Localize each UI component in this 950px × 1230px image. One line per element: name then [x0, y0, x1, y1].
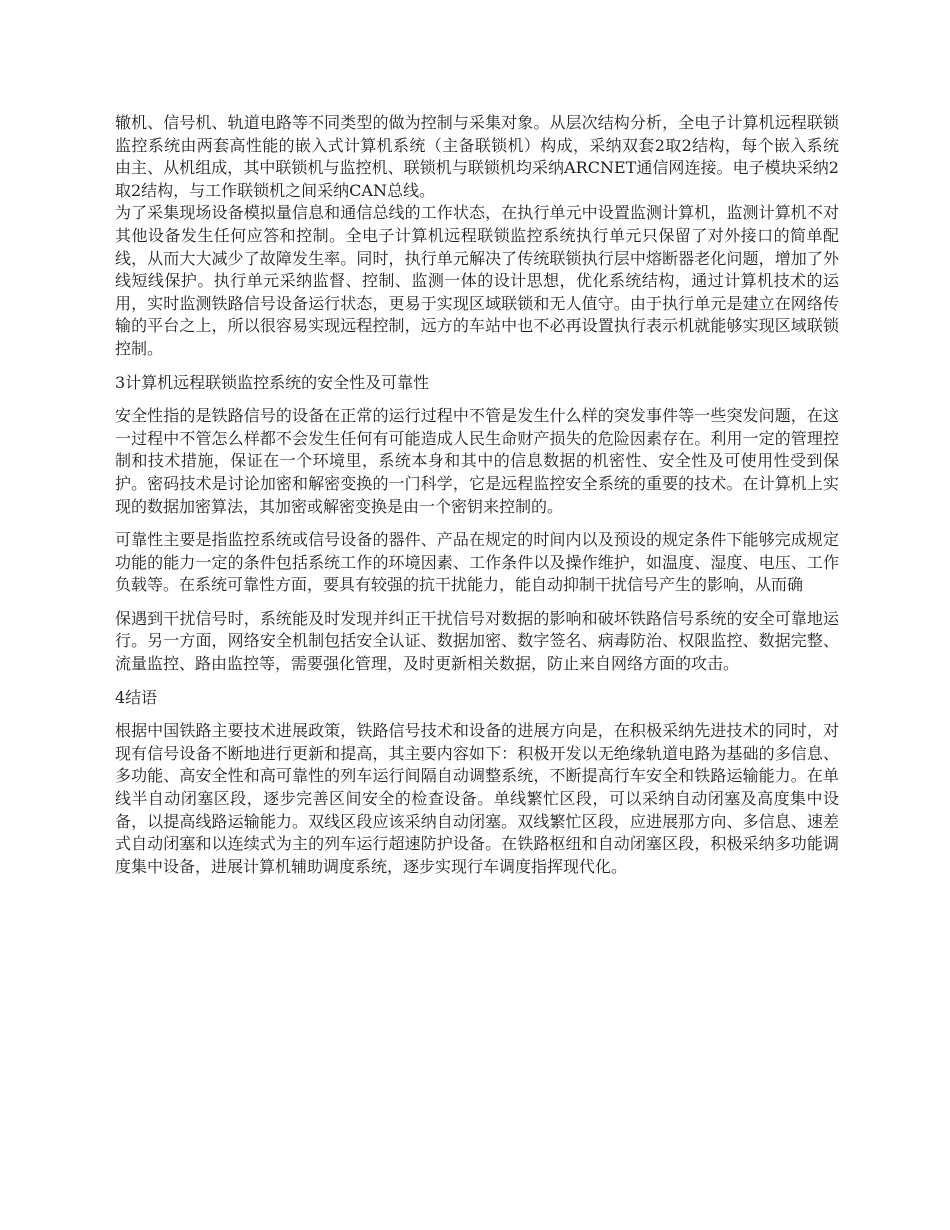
section-heading-safety-reliability: 3计算机远程联锁监控系统的安全性及可靠性	[115, 372, 430, 392]
section-heading-conclusion: 4结语	[115, 687, 158, 707]
paragraph-interference: 保遇到干扰信号时，系统能及时发现并纠正干扰信号对数据的影响和破坏铁路信号系统的安全可靠地运行。另一方面，网络安全机制包括安全认证、数据加密、数字签名、病毒防治、权限监控、数据完整、流量监控、路由监控等，需要强化管理，及时更新相关数据，防止来自网络方面的攻击。	[115, 608, 839, 674]
document-page	[115, 112, 839, 878]
paragraph-interlocking-structure: 辙机、信号机、轨道电路等不同类型的做为控制与采集对象。从层次结构分析，全电子计算机远程联锁监控系统由两套高性能的嵌入式计算机系统（主备联锁机）构成，采纳双套2取2结构，每个嵌入系统由主、从机组成，其中联锁机与监控机、联锁机与联锁机均采纳ARCNET通信网连接。电子模块采纳2取2结构，与工作联锁机之间采纳CAN总线。	[115, 113, 839, 200]
paragraph-conclusion: 根据中国铁路主要技术进展政策，铁路信号技术和设备的进展方向是，在积极采纳先进技术的同时，对现有信号设备不断地进行更新和提高，其主要内容如下：积极开发以无绝缘轨道电路为基础的多信息、多功能、高安全性和高可靠性的列车运行间隔自动调整系统，不断提高行车安全和铁路运输能力。在单线半自动闭塞区段，逐步完善区间安全的检查设备。单线繁忙区段，可以采纳自动闭塞及高度集中设备，以提高线路运输能力。双线区段应该采纳自动闭塞。双线繁忙区段，应进展那方向、多信息、速差式自动闭塞和以连续式为主的列车运行超速防护设备。在铁路枢纽和自动闭塞区段，积极采纳多功能调度集中设备，进展计算机辅助调度系统，逐步实现行车调度指挥现代化。	[115, 721, 839, 876]
paragraph-reliability: 可靠性主要是指监控系统或信号设备的器件、产品在规定的时间内以及预设的规定条件下能够完成规定功能的能力一定的条件包括系统工作的环境因素、工作条件以及操作维护，如温度、湿度、电压、工作负载等。在系统可靠性方面，要具有较强的抗干扰能力，能自动抑制干扰信号产生的影响，从而确	[115, 530, 839, 595]
paragraph-execution-unit: 为了采集现场设备模拟量信息和通信总线的工作状态，在执行单元中设置监测计算机，监测计算机不对其他设备发生任何应答和控制。全电子计算机远程联锁监控系统执行单元只保留了对外接口的简单配线，从而大大减少了故障发生率。同时，执行单元解决了传统联锁执行层中熔断器老化问题，增加了外线短线保护。执行单元采纳监督、控制、监测一体的设计思想，优化系统结构，通过计算机技术的运用，实时监测铁路信号设备运行状态，更易于实现区域联锁和无人值守。由于执行单元是建立在网络传输的平台之上，所以很容易实现远程控制，远方的车站中也不必再设置执行表示机就能够实现区域联锁控制。	[115, 203, 839, 358]
paragraph-safety: 安全性指的是铁路信号的设备在正常的运行过程中不管是发生什么样的突发事件等一些突发问题，在这一过程中不管怎么样都不会发生任何有可能造成人民生命财产损失的危险因素存在。利用一定的管理控制和技术措施，保证在一个环境里，系统本身和其中的信息数据的机密性、安全性及可使用性受到保护。密码技术是讨论加密和解密变换的一门科学，它是远程监控安全系统的重要的技术。在计算机上实现的数据加密算法，其加密或解密变换是由一个密钥来控制的。	[115, 406, 839, 516]
